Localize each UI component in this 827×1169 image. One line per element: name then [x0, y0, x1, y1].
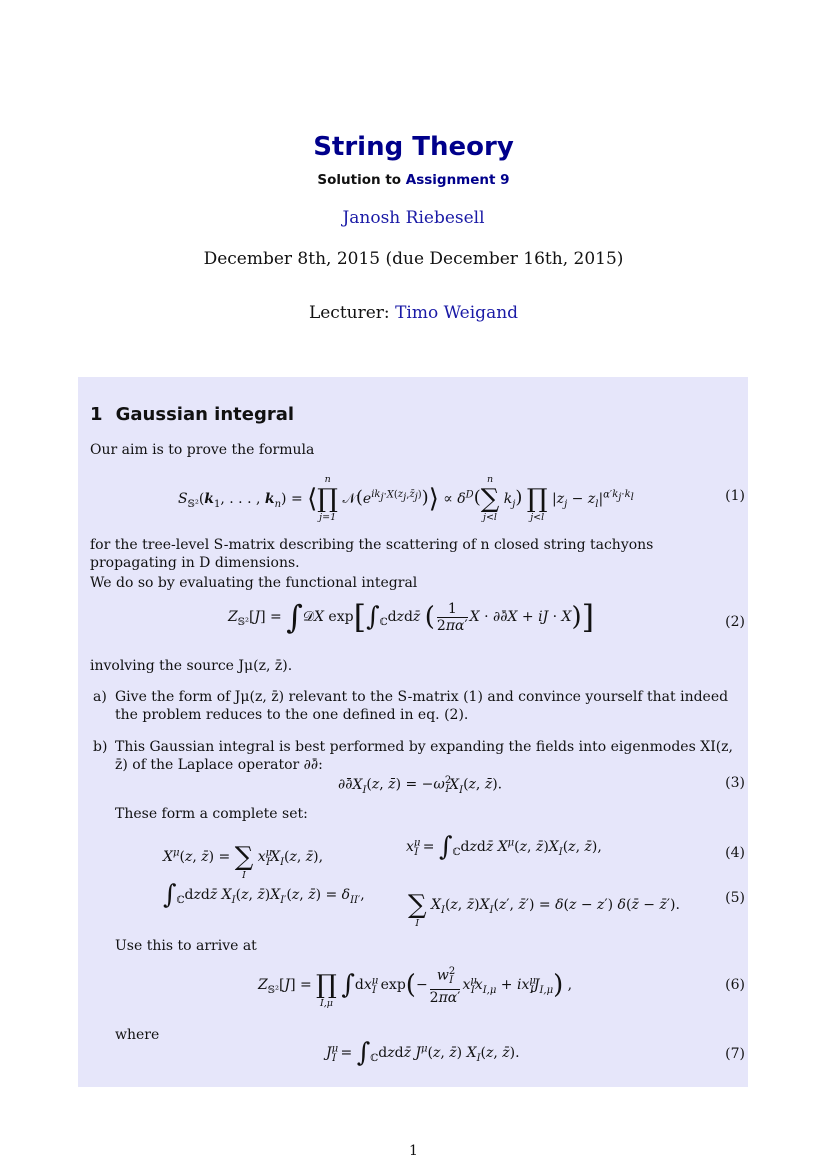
paragraph-2: We do so by evaluating the functional integral [90, 575, 418, 591]
section-heading [90, 404, 294, 425]
section-number: 1 [90, 404, 103, 425]
equation-5-right: ∑ I $X_I(z$, $z̄)X_I(z'$, z̄′) = δ(z − z′) δ(z̄ − z̄′). [408, 890, 680, 929]
equation-1: $S_{𝕊^2}(k_1$, . . . , $k_n$) = ⟨ n ∏ j=1 $𝒩(e^{ik_j\cdot X(z_j,z̄_j)})⟩ \propto \delta^D$( n ∑ j<l $k_j$) ∏ j<l $|z_j - z_l|^{\alpha'k_j\cdot k_l}$ [178, 474, 634, 523]
equation-7-number: (7) [725, 1046, 745, 1062]
paragraph-3: involving the source Jμ(z, z̄). [90, 658, 293, 674]
equation-2: $Z_{𝕊^2}[J]$ = ∫𝒟X $\exp[\int_ℂdzdz̄$ ( $\frac{1}{2\pi\alpha'}$ X · ∂∂̄X + iJ · X)] [228, 598, 595, 636]
use-this-text: Use this to arrive at [115, 938, 257, 954]
where-text: where [115, 1027, 160, 1043]
equation-3: $\partial\partial̄X_I(z$, z̄) = $-\omega^2_IX_I(z$, z̄). [338, 775, 503, 796]
item-a-label: a) [93, 689, 107, 705]
page-number: 1 [409, 1143, 418, 1159]
equation-3-number: (3) [725, 775, 745, 791]
document-subtitle [0, 172, 827, 188]
equation-6: $Z_{𝕊^2}[J]$ = ∏ I,μ $\int dx^\mu_I$ exp(− $\frac{w^2_I}{2\pi\alpha'}$ $x^\mu_Ix_{I,\mu} + ix^\mu_IJ_{I,\mu}$) , [258, 965, 573, 1009]
item-b-label: b) [93, 739, 108, 755]
equation-5-left: $\int_ℂdzdz̄$ $X_I(z$, $z̄)X_{I'}(z$, z̄) = $\delta_{II'}$, [163, 880, 365, 910]
equation-4-number: (4) [725, 845, 745, 861]
intro-text: Our aim is to prove the formula [90, 442, 315, 458]
equation-4-right: $x^\mu_I$ = $\int_ℂdzdz̄$ $X^\mu(z$, $z̄)X_I(z$, z̄), [406, 832, 602, 862]
subtitle-prefix: Solution to [317, 172, 402, 188]
equation-6-number: (6) [725, 977, 745, 993]
paragraph-1: for the tree-level S-matrix describing the scattering of n closed string tachyons propagating in D dimensions. [90, 537, 654, 571]
document-date: December 8th, 2015 (due December 16th, 2015) [203, 249, 624, 269]
document-title: String Theory [313, 132, 514, 162]
author-link[interactable]: Janosh Riebesell [342, 208, 485, 228]
lecturer-line [0, 303, 827, 323]
assignment-link[interactable]: Assignment 9 [405, 172, 510, 188]
equation-4-left: $X^\mu(z$, z̄) = ∑ I $x^\mu_IX_I(z$, z̄), [163, 842, 324, 881]
complete-set-text: These form a complete set: [115, 806, 308, 822]
section-title: Gaussian integral [115, 404, 295, 425]
lecturer-link[interactable]: Timo Weigand [395, 303, 519, 323]
item-a-text: Give the form of Jμ(z, z̄) relevant to the S-matrix (1) and convince yourself that indeed the problem reduces to the one defined in eq. (2). [115, 689, 729, 723]
equation-1-number: (1) [725, 488, 745, 504]
item-b-text: This Gaussian integral is best performed by expanding the fields into eigenmodes XI(z, z̄) of the Laplace operator ∂∂̄: [115, 739, 734, 773]
equation-7: $J^\mu_I$ = $\int_ℂdzdz̄$ $J^\mu(z$, z̄) $X_I(z$, z̄). [326, 1038, 520, 1068]
equation-5-number: (5) [725, 890, 745, 906]
lecturer-label: Lecturer: [308, 303, 390, 323]
equation-2-number: (2) [725, 614, 745, 630]
